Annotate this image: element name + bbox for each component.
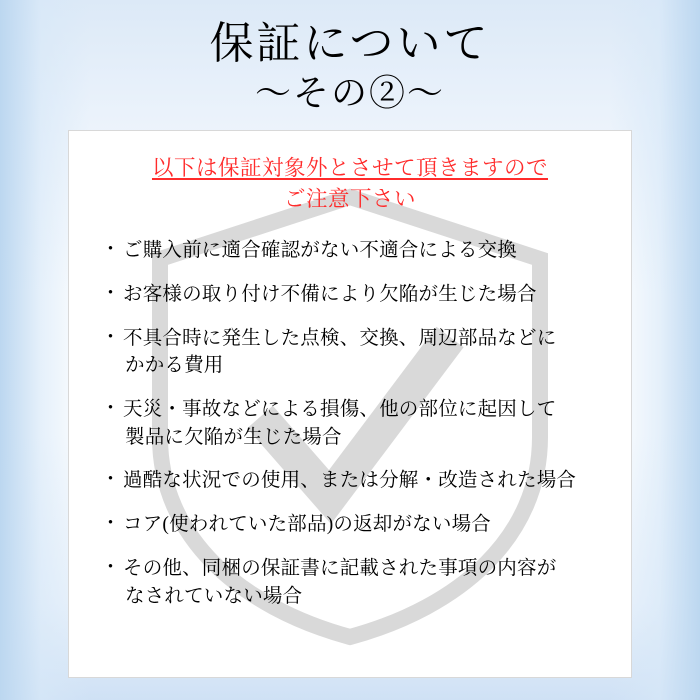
bullet-icon: ・ xyxy=(101,556,121,578)
notice-line-1: 以下は保証対象外とさせて頂きますので xyxy=(151,156,548,180)
list-item-line-1: 天災・事故などによる損傷、他の部位に起因して xyxy=(123,399,557,421)
bullet-icon: ・ xyxy=(101,283,121,305)
title-line-2: ～その②～ xyxy=(254,72,445,113)
list-item xyxy=(99,467,605,495)
bullet-icon: ・ xyxy=(101,326,121,348)
list-item xyxy=(99,396,605,451)
title-line-1-text: 保証について xyxy=(209,19,491,68)
bullet-icon: ・ xyxy=(101,239,121,261)
list-item xyxy=(99,511,605,539)
list-item-line-2: かかる費用 xyxy=(125,355,224,377)
list-item-line-1: ご購入前に適合確認がない不適合による交換 xyxy=(123,240,518,262)
card-content xyxy=(69,131,631,677)
list-item-line-1: コア(使われていた部品)の返却がない場合 xyxy=(123,514,491,536)
title-line-1 xyxy=(0,18,700,70)
list-item xyxy=(99,325,605,380)
list-item-line-2: 製品に欠陥が生じた場合 xyxy=(125,426,342,448)
exclusion-list xyxy=(95,237,605,610)
page-title xyxy=(0,0,700,114)
list-item-line-1: その他、同梱の保証書に記載された事項の内容が xyxy=(123,557,557,579)
list-item-line-1: お客様の取り付け不備により欠陥が生じた場合 xyxy=(123,284,537,306)
list-item-line-1: 過酷な状況での使用、または分解・改造された場合 xyxy=(123,470,577,492)
list-item xyxy=(99,555,605,610)
list-item-line-2: なされていない場合 xyxy=(125,585,303,607)
exclusions-card xyxy=(68,130,632,678)
list-item-line-1: 不具合時に発生した点検、交換、周辺部品などに xyxy=(123,327,557,349)
bullet-icon: ・ xyxy=(101,398,121,420)
bullet-icon: ・ xyxy=(101,469,121,491)
exclusion-notice xyxy=(95,153,605,215)
list-item xyxy=(99,281,605,309)
bullet-icon: ・ xyxy=(101,513,121,535)
notice-line-2: ご注意下さい xyxy=(283,187,416,212)
list-item xyxy=(99,237,605,265)
